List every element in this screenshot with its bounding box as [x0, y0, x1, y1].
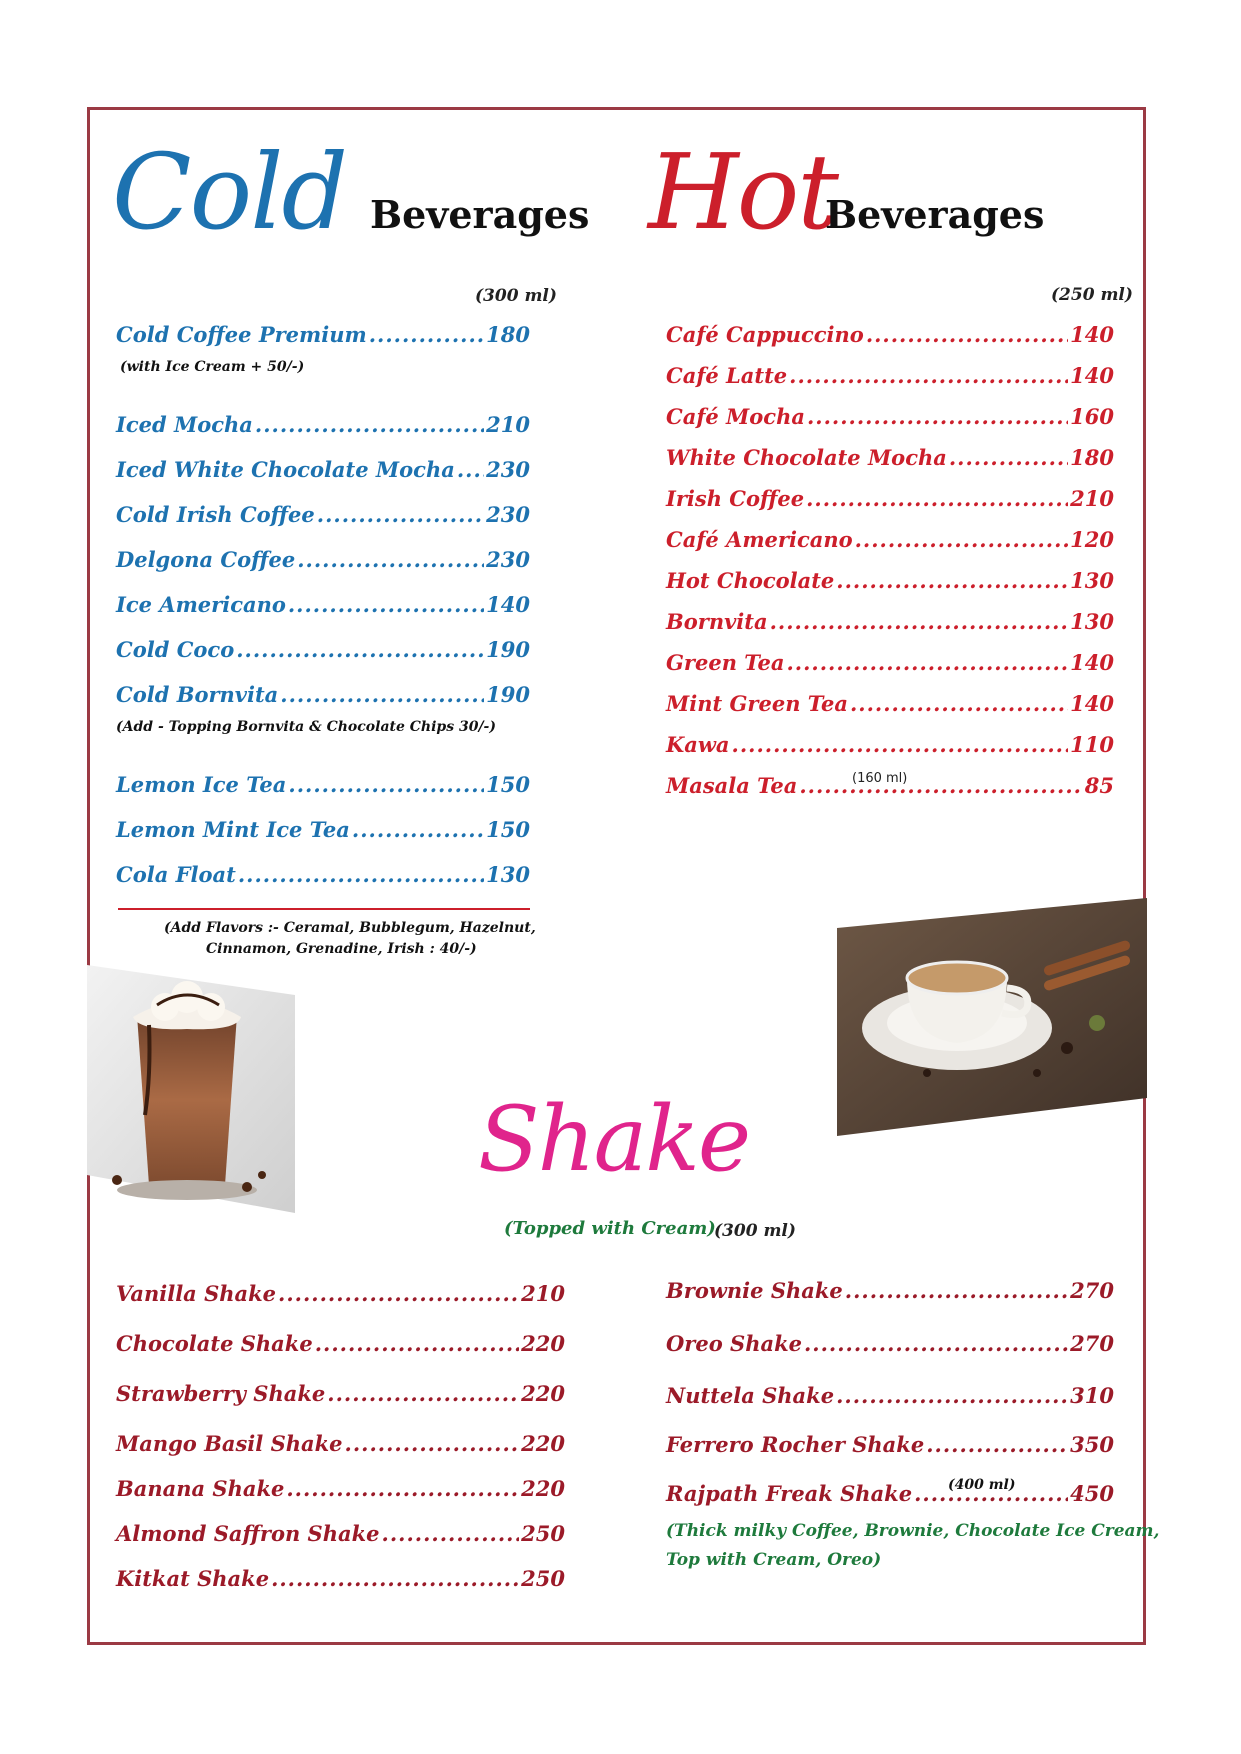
item-price: 150 — [486, 817, 530, 842]
hot-beverages-title: Beverages — [825, 192, 1045, 237]
item-price: 220 — [521, 1431, 565, 1456]
item-price: 190 — [486, 682, 530, 707]
menu-item — [666, 1481, 1114, 1506]
menu-item — [116, 1331, 565, 1356]
flavors-note-line1: (Add Flavors :- Ceramal, Bubblegum, Hazelnut, — [164, 920, 536, 936]
menu-item — [666, 1432, 1114, 1457]
item-price: 140 — [1070, 363, 1114, 388]
item-name: White Chocolate Mocha — [666, 445, 947, 470]
iced-mocha-photo — [87, 965, 295, 1213]
item-name: Cola Float — [116, 862, 236, 887]
item-name: Masala Tea — [666, 773, 798, 798]
item-name: Almond Saffron Shake — [116, 1521, 380, 1546]
item-name: Rajpath Freak Shake — [666, 1481, 913, 1506]
item-name: Nuttela Shake — [666, 1383, 835, 1408]
menu-item — [666, 363, 1114, 388]
item-price: 130 — [1070, 609, 1114, 634]
rajpath-size: (400 ml) — [948, 1477, 1016, 1493]
item-name: Lemon Mint Ice Tea — [116, 817, 350, 842]
menu-item — [666, 732, 1114, 757]
item-name: Café Cappuccino — [666, 322, 864, 347]
item-name: Bornvita — [666, 609, 768, 634]
menu-item — [666, 691, 1114, 716]
item-name: Cold Bornvita — [116, 682, 279, 707]
item-name: Café Mocha — [666, 404, 805, 429]
item-price: 120 — [1070, 527, 1114, 552]
rajpath-description-line1: (Thick milky Coffee, Brownie, Chocolate Ice Cream, — [666, 1521, 1160, 1541]
item-price: 210 — [1070, 486, 1114, 511]
item-price: 270 — [1070, 1278, 1114, 1303]
item-name: Green Tea — [666, 650, 785, 675]
item-name: Café Latte — [666, 363, 788, 388]
item-name: Cold Coco — [116, 637, 235, 662]
item-price: 190 — [486, 637, 530, 662]
item-price: 85 — [1084, 773, 1114, 798]
menu-item — [116, 1281, 565, 1306]
item-price: 180 — [1070, 445, 1114, 470]
item-price: 310 — [1070, 1383, 1114, 1408]
item-price: 220 — [521, 1476, 565, 1501]
menu-item — [666, 486, 1114, 511]
menu-item — [116, 1381, 565, 1406]
shake-size: (300 ml) — [714, 1221, 796, 1241]
cold-beverages-title: Beverages — [370, 192, 590, 237]
item-name: Kawa — [666, 732, 730, 757]
menu-item — [666, 322, 1114, 347]
item-price: 230 — [486, 547, 530, 572]
item-name: Cold Coffee Premium — [116, 322, 367, 347]
item-name: Café Americano — [666, 527, 853, 552]
item-price: 130 — [486, 862, 530, 887]
item-price: 270 — [1070, 1331, 1114, 1356]
menu-item — [116, 637, 530, 662]
item-price: 130 — [1070, 568, 1114, 593]
menu-item — [116, 772, 530, 797]
item-price: 140 — [1070, 322, 1114, 347]
hot-size: (250 ml) — [1051, 285, 1133, 305]
masala-size: (160 ml) — [852, 771, 908, 786]
item-price: 450 — [1070, 1481, 1114, 1506]
divider-line — [118, 908, 530, 910]
cold-size: (300 ml) — [475, 286, 557, 306]
masala-chai-photo — [837, 898, 1147, 1136]
item-price: 140 — [1070, 691, 1114, 716]
menu-item — [116, 547, 530, 572]
item-price: 220 — [521, 1381, 565, 1406]
item-name: Iced White Chocolate Mocha — [116, 457, 455, 482]
menu-item — [116, 412, 530, 437]
item-name: Cold Irish Coffee — [116, 502, 315, 527]
item-name: Irish Coffee — [666, 486, 805, 511]
item-price: 250 — [521, 1521, 565, 1546]
item-name: Banana Shake — [116, 1476, 285, 1501]
topping-note: (Add - Topping Bornvita & Chocolate Chips 30/-) — [116, 719, 496, 735]
item-name: Ferrero Rocher Shake — [666, 1432, 925, 1457]
menu-item — [116, 817, 530, 842]
item-price: 230 — [486, 502, 530, 527]
item-price: 140 — [486, 592, 530, 617]
menu-item — [116, 1521, 565, 1546]
menu-item — [116, 1476, 565, 1501]
item-name: Iced Mocha — [116, 412, 253, 437]
item-name: Strawberry Shake — [116, 1381, 326, 1406]
item-name: Vanilla Shake — [116, 1281, 277, 1306]
menu-item — [666, 650, 1114, 675]
cold-script-title: Cold — [112, 131, 347, 253]
shake-script-title: Shake — [478, 1087, 750, 1192]
menu-item — [116, 862, 530, 887]
menu-item — [666, 1383, 1114, 1408]
icecream-note: (with Ice Cream + 50/-) — [120, 359, 305, 375]
item-price: 140 — [1070, 650, 1114, 675]
menu-item — [116, 592, 530, 617]
menu-item — [666, 609, 1114, 634]
menu-item — [116, 1431, 565, 1456]
item-name: Delgona Coffee — [116, 547, 296, 572]
menu-item — [116, 502, 530, 527]
item-name: Kitkat Shake — [116, 1566, 270, 1591]
item-price: 210 — [521, 1281, 565, 1306]
item-price: 350 — [1070, 1432, 1114, 1457]
item-price: 180 — [486, 322, 530, 347]
item-name: Mint Green Tea — [666, 691, 848, 716]
menu-item — [116, 1566, 565, 1591]
item-name: Brownie Shake — [666, 1278, 843, 1303]
item-name: Oreo Shake — [666, 1331, 802, 1356]
shake-subtitle: (Topped with Cream) — [504, 1218, 716, 1239]
item-price: 250 — [521, 1566, 565, 1591]
item-name: Chocolate Shake — [116, 1331, 313, 1356]
menu-item — [116, 457, 530, 482]
item-price: 220 — [521, 1331, 565, 1356]
menu-item — [666, 1278, 1114, 1303]
hot-script-title: Hot — [648, 131, 838, 253]
rajpath-description-line2: Top with Cream, Oreo) — [666, 1550, 882, 1570]
item-name: Ice Americano — [116, 592, 286, 617]
item-name: Hot Chocolate — [666, 568, 835, 593]
menu-item — [666, 568, 1114, 593]
item-name: Mango Basil Shake — [116, 1431, 343, 1456]
menu-item — [116, 322, 530, 347]
item-price: 150 — [486, 772, 530, 797]
menu-item — [116, 682, 530, 707]
menu-item — [666, 1331, 1114, 1356]
item-price: 160 — [1070, 404, 1114, 429]
item-price: 110 — [1070, 732, 1114, 757]
item-name: Lemon Ice Tea — [116, 772, 287, 797]
menu-item — [666, 527, 1114, 552]
item-price: 210 — [486, 412, 530, 437]
menu-item — [666, 445, 1114, 470]
flavors-note-line2: Cinnamon, Grenadine, Irish : 40/-) — [206, 941, 477, 957]
item-price: 230 — [486, 457, 530, 482]
menu-item — [666, 404, 1114, 429]
